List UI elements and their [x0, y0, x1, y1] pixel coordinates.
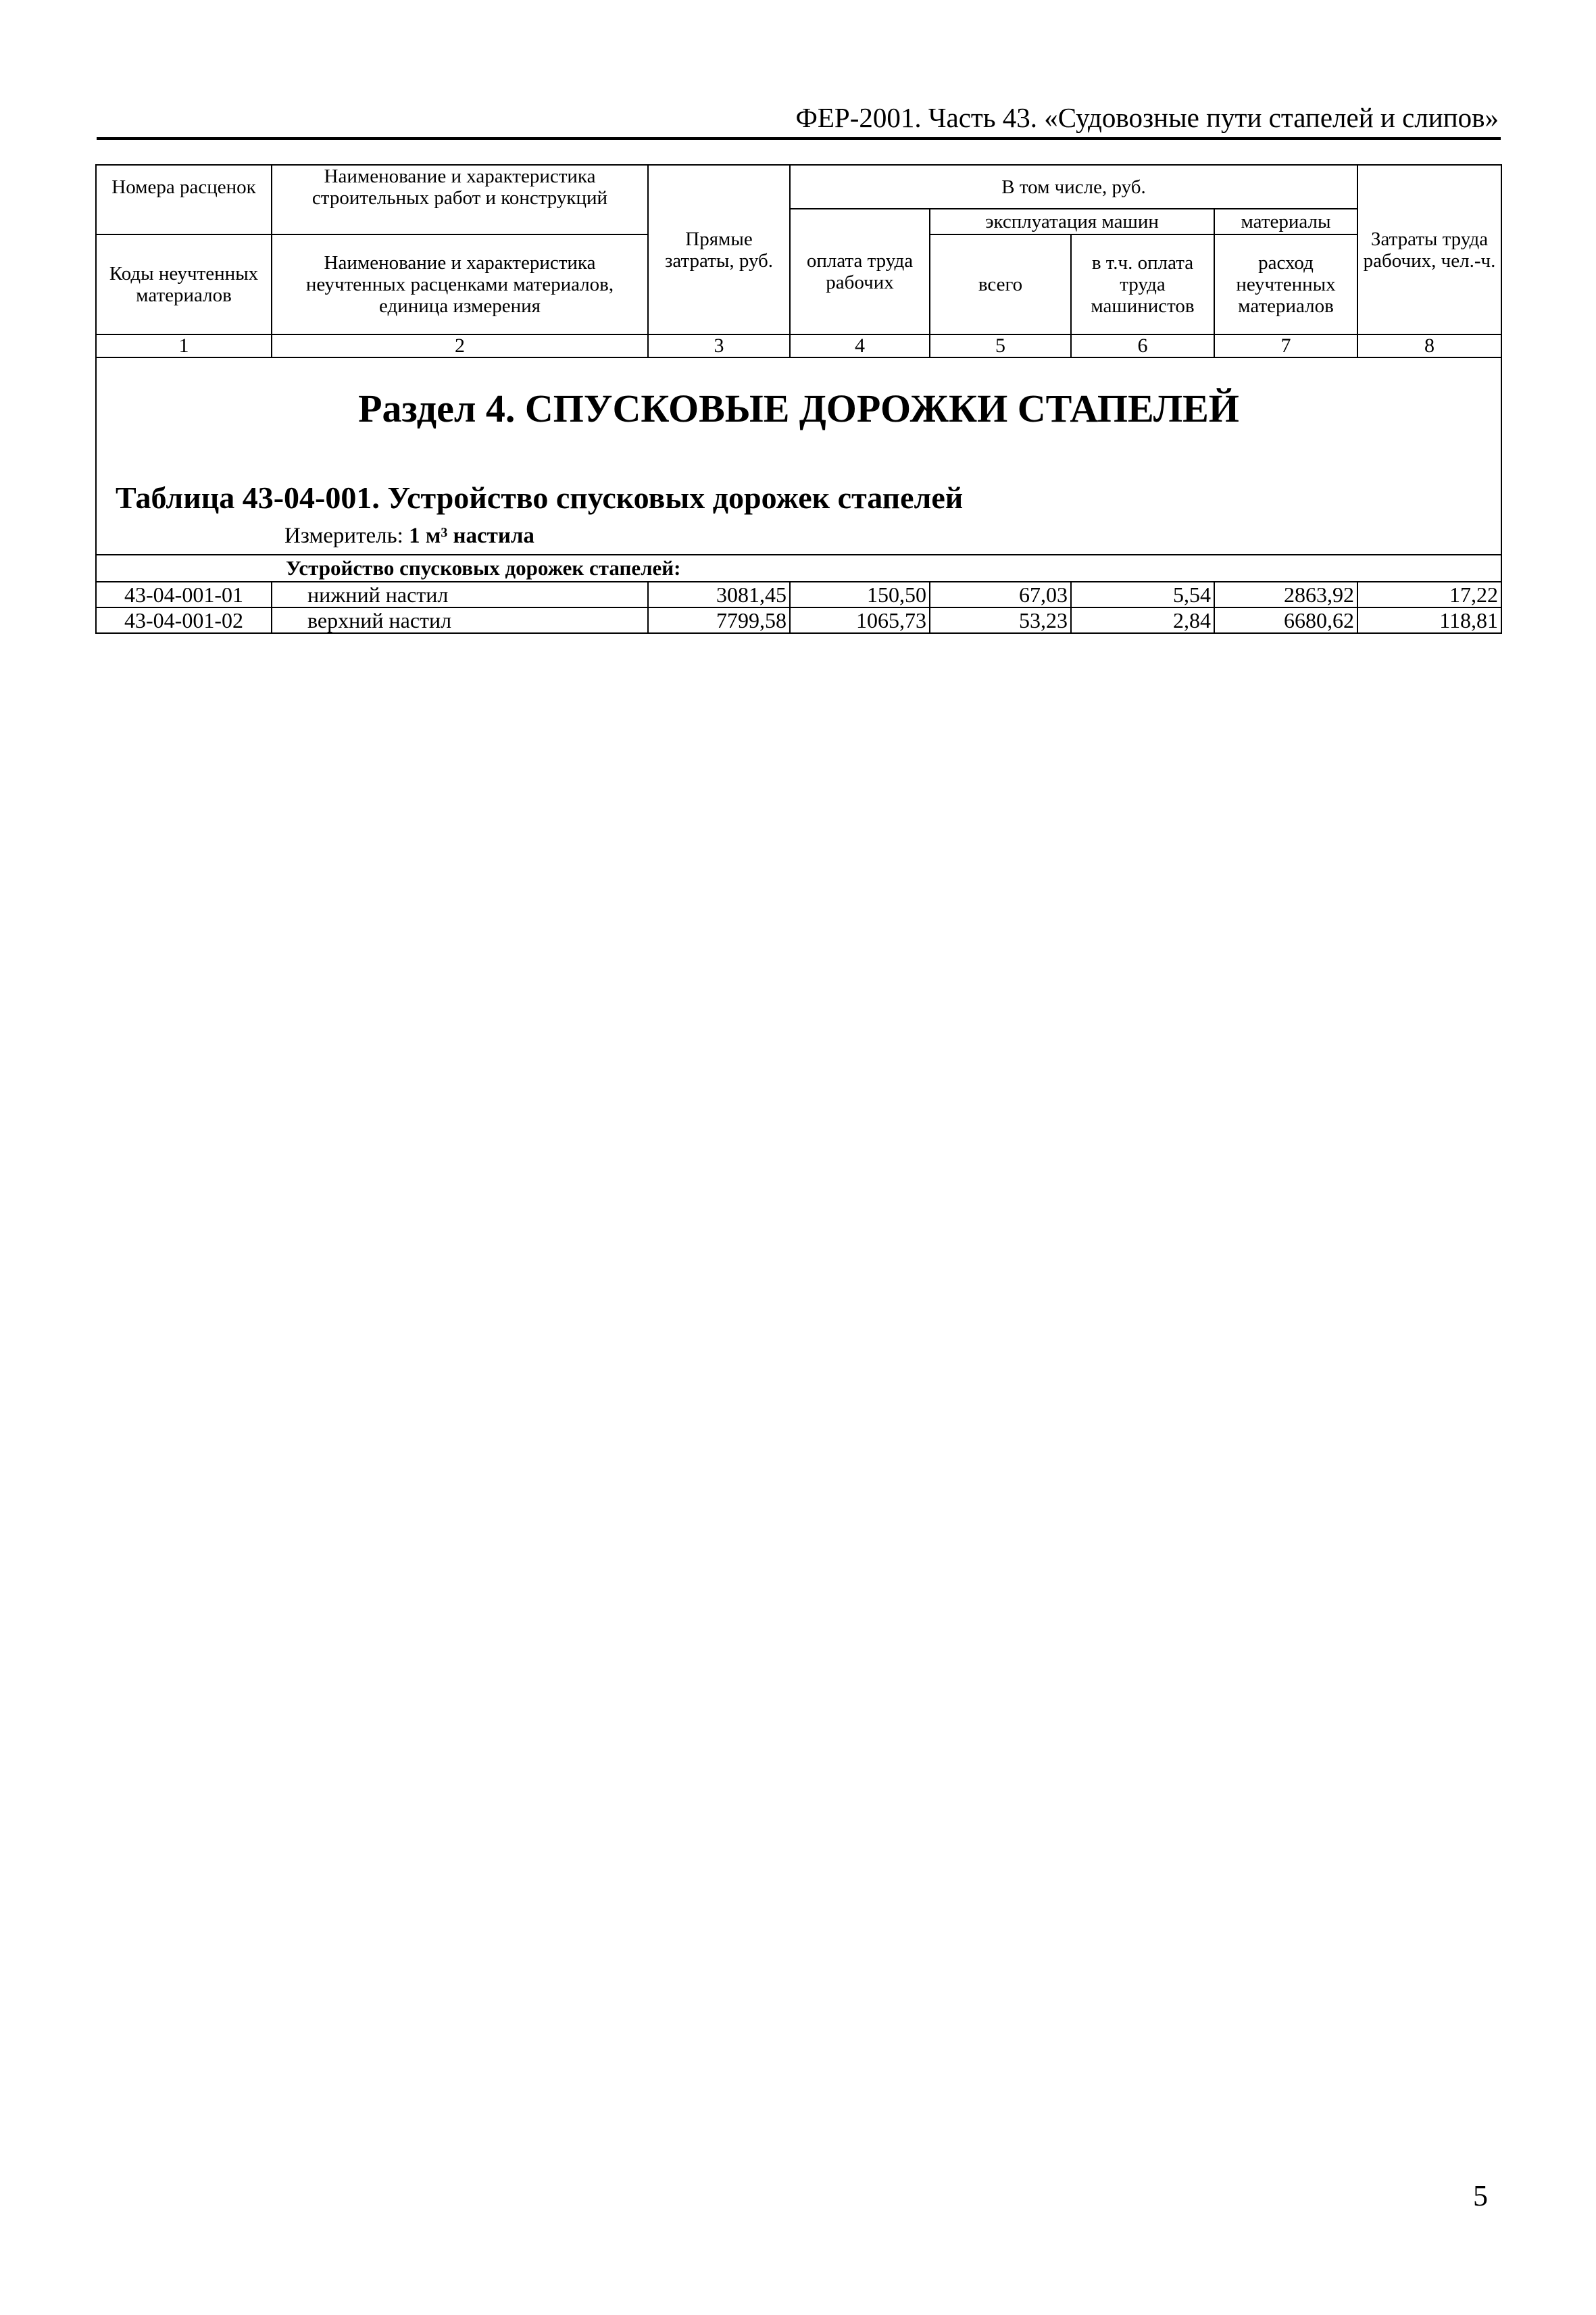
labor-pay: 150,50 — [790, 582, 930, 607]
column-number: 8 — [1357, 334, 1501, 357]
labor-hours: 118,81 — [1357, 607, 1501, 633]
col6-header: в т.ч. оплата труда машинистов — [1071, 234, 1214, 334]
col7-header: расход неучтенных материалов — [1214, 234, 1357, 334]
price-table — [95, 164, 1501, 634]
col2-header-filler — [272, 209, 648, 234]
column-number: 6 — [1071, 334, 1214, 357]
group-title: Устройство спусковых дорожек стапелей: — [96, 555, 1501, 582]
row-name: верхний настил — [272, 607, 648, 633]
direct-cost: 3081,45 — [648, 582, 790, 607]
direct-cost: 7799,58 — [648, 607, 790, 633]
materials-cost: 6680,62 — [1214, 607, 1357, 633]
page-number: 5 — [1473, 2179, 1488, 2212]
col1-header-filler — [96, 209, 272, 234]
table-row — [96, 582, 1501, 607]
col5-header: всего — [930, 234, 1071, 334]
col2-header-top: Наименование и характеристика строительных работ и конструкций — [272, 165, 648, 209]
section-title: Раздел 4. СПУСКОВЫЕ ДОРОЖКИ СТАПЕЛЕЙ — [358, 387, 1239, 430]
column-number: 1 — [96, 334, 272, 357]
table-row — [96, 607, 1501, 633]
col4-header: оплата труда рабочих — [790, 209, 930, 334]
machines-header: эксплуатация машин — [930, 209, 1214, 234]
row-name: нижний настил — [272, 582, 648, 607]
column-numbers-row — [96, 334, 1501, 357]
measure-unit — [284, 522, 534, 549]
column-number: 2 — [272, 334, 648, 357]
measure-value: 1 м³ настила — [409, 524, 534, 548]
materials-header: материалы — [1214, 209, 1357, 234]
col3-header: Прямые затраты, руб. — [648, 165, 790, 334]
section-block — [96, 357, 1501, 555]
column-number: 3 — [648, 334, 790, 357]
labor-hours: 17,22 — [1357, 582, 1501, 607]
col1-header-top: Номера расценок — [96, 165, 272, 209]
header-rule — [97, 137, 1501, 140]
col2-header-bottom: Наименование и характеристика неучтенных расценками материалов, единица измерения — [272, 234, 648, 334]
table-title: Таблица 43-04-001. Устройство спусковых дорожек стапелей — [116, 480, 964, 515]
machines-total: 53,23 — [930, 607, 1071, 633]
col1-header-bottom: Коды неучтенных материалов — [96, 234, 272, 334]
machinists-pay: 5,54 — [1071, 582, 1214, 607]
column-number: 7 — [1214, 334, 1357, 357]
machines-total: 67,03 — [930, 582, 1071, 607]
column-number: 4 — [790, 334, 930, 357]
including-header: В том числе, руб. — [790, 165, 1357, 209]
row-code: 43-04-001-02 — [96, 607, 272, 633]
column-number: 5 — [930, 334, 1071, 357]
machinists-pay: 2,84 — [1071, 607, 1214, 633]
labor-pay: 1065,73 — [790, 607, 930, 633]
materials-cost: 2863,92 — [1214, 582, 1357, 607]
running-header: ФЕР-2001. Часть 43. «Судовозные пути стапелей и слипов» — [795, 102, 1499, 133]
col8-header: Затраты труда рабочих, чел.-ч. — [1357, 165, 1501, 334]
measure-label: Измеритель: — [284, 524, 403, 548]
row-code: 43-04-001-01 — [96, 582, 272, 607]
